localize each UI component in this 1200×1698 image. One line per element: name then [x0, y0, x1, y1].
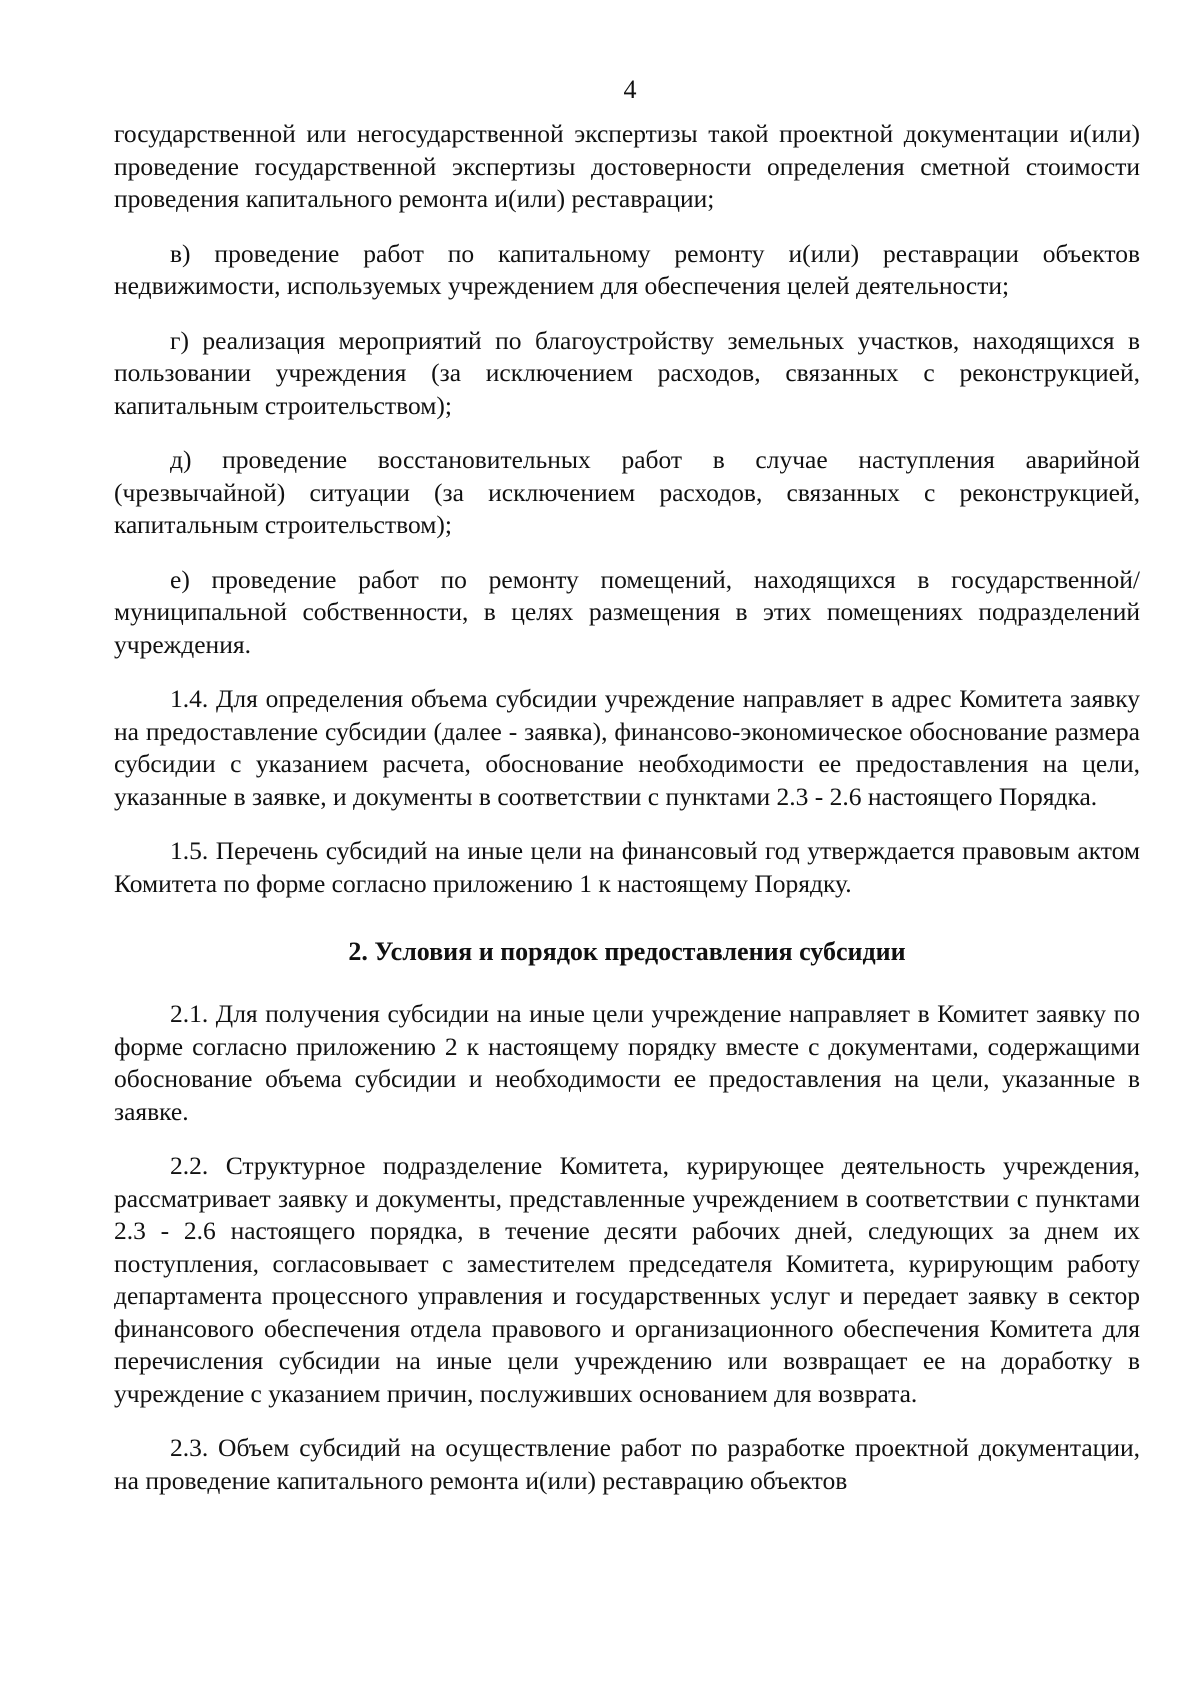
paragraph-item-g: г) реализация мероприятий по благоустройству земельных участков, находящихся в пользовании учреждения (за исключением расходов, связанных с реконструкцией, капитальным строительством); [114, 325, 1140, 420]
paragraph-continuation: государственной или негосударственной экспертизы такой проектной документации и(или) проведение государственной экспертизы достоверности определения сметной стоимости проведения капитального ремонта и(или) реставрации; [114, 119, 1140, 213]
paragraph-2-2: 2.2. Структурное подразделение Комитета, курирующее деятельность учреждения, рассматривает заявку и документы, представленные учреждением в соответствии с пунктами 2.3 - 2.6 настоящего порядка, в течение десяти рабочих дней, следующих за днем их поступления, согласовывает с заместителем председателя Комитета, курирующим работу департамента процессного управления и государственных услуг и передает заявку в сектор финансового обеспечения отдела правового и организационного обеспечения Комитета для перечисления субсидии на иные цели учреждению или возвращает ее на доработку в учреждение с указанием причин, послуживших основанием для возврата. [114, 1151, 1140, 1408]
page-number: 4 [623, 75, 637, 104]
paragraph-1-4: 1.4. Для определения объема субсидии учреждение направляет в адрес Комитета заявку на предоставление субсидии (далее - заявка), финансово-экономическое обоснование размера субсидии с указанием расчета, обоснование необходимости ее предоставления на цели, указанные в заявке, и документы в соответствии с пунктами 2.3 - 2.6 настоящего Порядка. [114, 684, 1140, 811]
paragraph-2-3: 2.3. Объем субсидий на осуществление работ по разработке проектной документации, на проведение капитального ремонта и(или) реставрацию объектов [114, 1433, 1140, 1495]
paragraph-2-1: 2.1. Для получения субсидии на иные цели учреждение направляет в Комитет заявку по форме согласно приложению 2 к настоящему порядку вместе с документами, содержащими обоснование объема субсидии и необходимости ее предоставления на цели, указанные в заявке. [114, 999, 1140, 1126]
paragraph-item-e: е) проведение работ по ремонту помещений, находящихся в государственной/муниципальной собственности, в целях размещения в этих помещениях подразделений учреждения. [114, 564, 1140, 659]
paragraph-1-5: 1.5. Перечень субсидий на иные цели на финансовый год утверждается правовым актом Комитета по форме согласно приложению 1 к настоящему Порядку. [114, 836, 1140, 898]
paragraph-item-v: в) проведение работ по капитальному ремонту и(или) реставрации объектов недвижимости, используемых учреждением для обеспечения целей деятельности; [114, 238, 1140, 300]
section-2-heading: 2. Условия и порядок предоставления субсидии [348, 937, 906, 966]
paragraph-item-d: д) проведение восстановительных работ в случае наступления аварийной (чрезвычайной) ситуации (за исключением расходов, связанных с реконструкцией, капитальным строительством); [114, 445, 1140, 539]
document-body [114, 118, 1140, 1519]
